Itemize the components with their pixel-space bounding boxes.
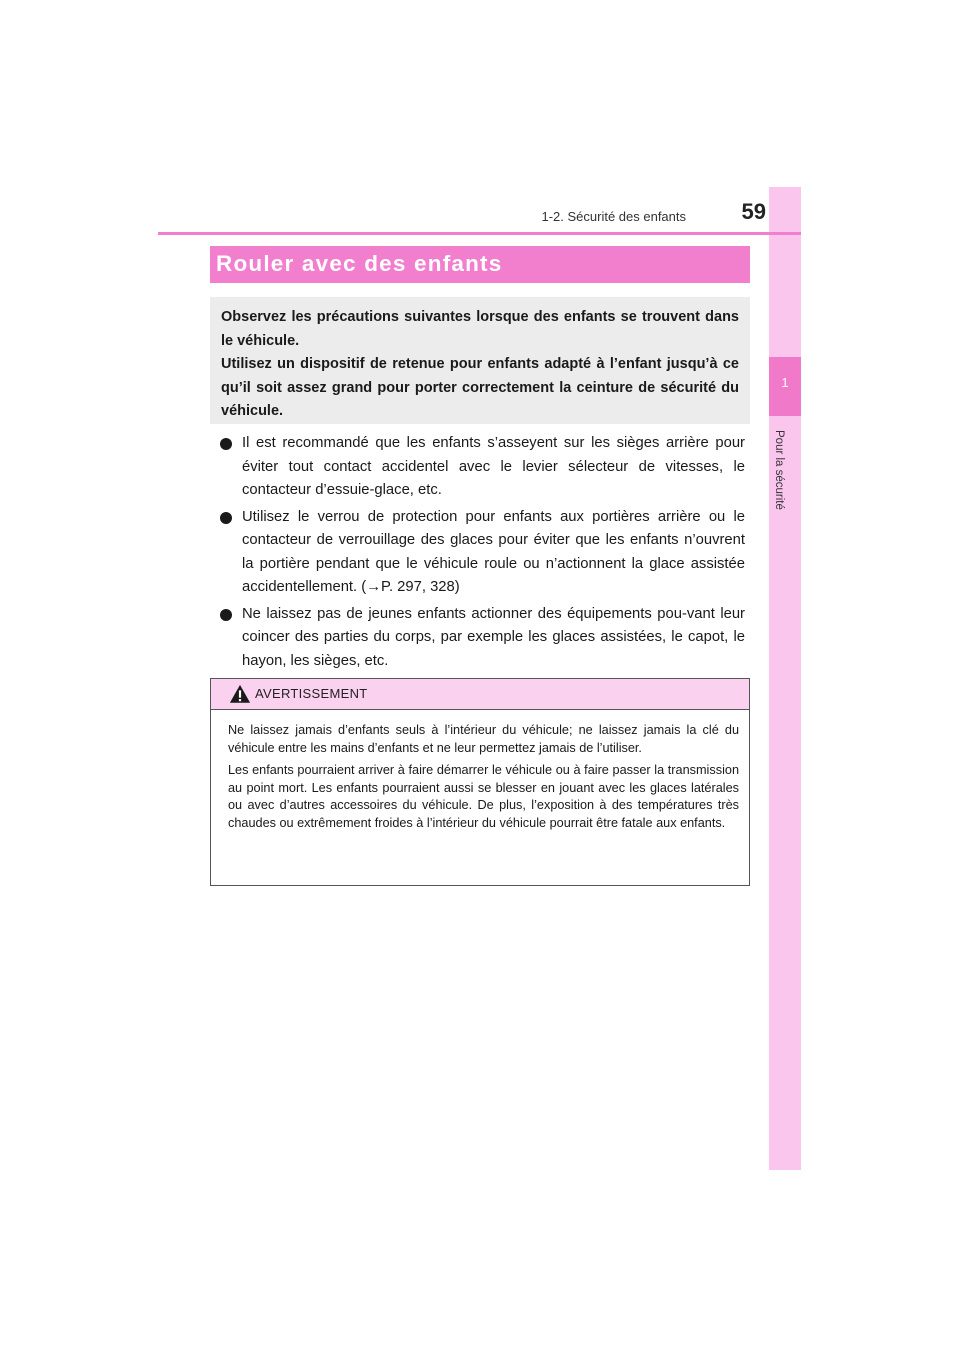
chapter-side-tab: [769, 187, 801, 1170]
list-item: [210, 506, 745, 600]
intro-line: Observez les précautions suivantes lorsque des enfants se trouvent dans le véhicule.: [221, 309, 739, 349]
chapter-label: Pour la sécurité: [773, 430, 785, 510]
list-item-text: Utilisez le verrou de protection pour enfants aux portières arrière ou le contacteur de verrouillage des glaces pour éviter que les enfants n’ouvrent la portière pendant que le véhicule roule ou n’actionnent la glace assistée accidentellement. (→P. 297, 328): [242, 508, 745, 595]
warning-title: AVERTISSEMENT: [255, 686, 368, 701]
section-title: Rouler avec des enfants: [216, 251, 503, 276]
warning-header: [211, 679, 749, 710]
list-item: [210, 603, 745, 674]
section-title-bar: [210, 246, 750, 283]
header-section-title: 1-2. Sécurité des enfants: [541, 209, 686, 224]
bullet-icon: [220, 512, 232, 524]
warning-body: [211, 710, 749, 832]
page-number: 59: [741, 199, 766, 224]
warning-triangle-icon: [229, 683, 251, 705]
list-item: [210, 432, 745, 503]
intro-line: Utilisez un dispositif de retenue pour enfants adapté à l’enfant jusqu’à ce qu’il soit assez grand pour porter correctement la ceinture de sécurité du véhicule.: [221, 356, 739, 419]
list-item-text: Ne laissez pas de jeunes enfants actionner des équipements pou-vant leur coincer des parties du corps, par exemple les glaces assistées, le capot, le hayon, les sièges, etc.: [242, 605, 745, 669]
list-item-text: Il est recommandé que les enfants s’asseyent sur les sièges arrière pour éviter tout contact accidentel avec le levier sélecteur de vitesses, le contacteur d’essuie-glace, etc.: [242, 435, 745, 498]
chapter-number: 1: [781, 375, 789, 390]
header-rule: [158, 232, 801, 235]
warning-paragraph: Ne laissez jamais d’enfants seuls à l’intérieur du véhicule; ne laissez jamais la clé du véhicule entre les mains d’enfants et ne leur permettez jamais de l’utiliser.: [228, 723, 739, 755]
warning-box: [210, 678, 750, 886]
intro-box: [210, 297, 750, 424]
warning-paragraph: Les enfants pourraient arriver à faire démarrer le véhicule ou à faire passer la transmission au point mort. Les enfants pourraient aussi se blesser en jouant avec les glaces latérales ou avec d’autres accessoires du véhicule. De plus, l’exposition à des températures très chaudes ou extrêmement froides à l’intérieur du véhicule pourrait être fatale aux enfants.: [228, 763, 739, 830]
bullet-list: [210, 432, 745, 676]
bullet-icon: [220, 609, 232, 621]
bullet-icon: [220, 438, 232, 450]
